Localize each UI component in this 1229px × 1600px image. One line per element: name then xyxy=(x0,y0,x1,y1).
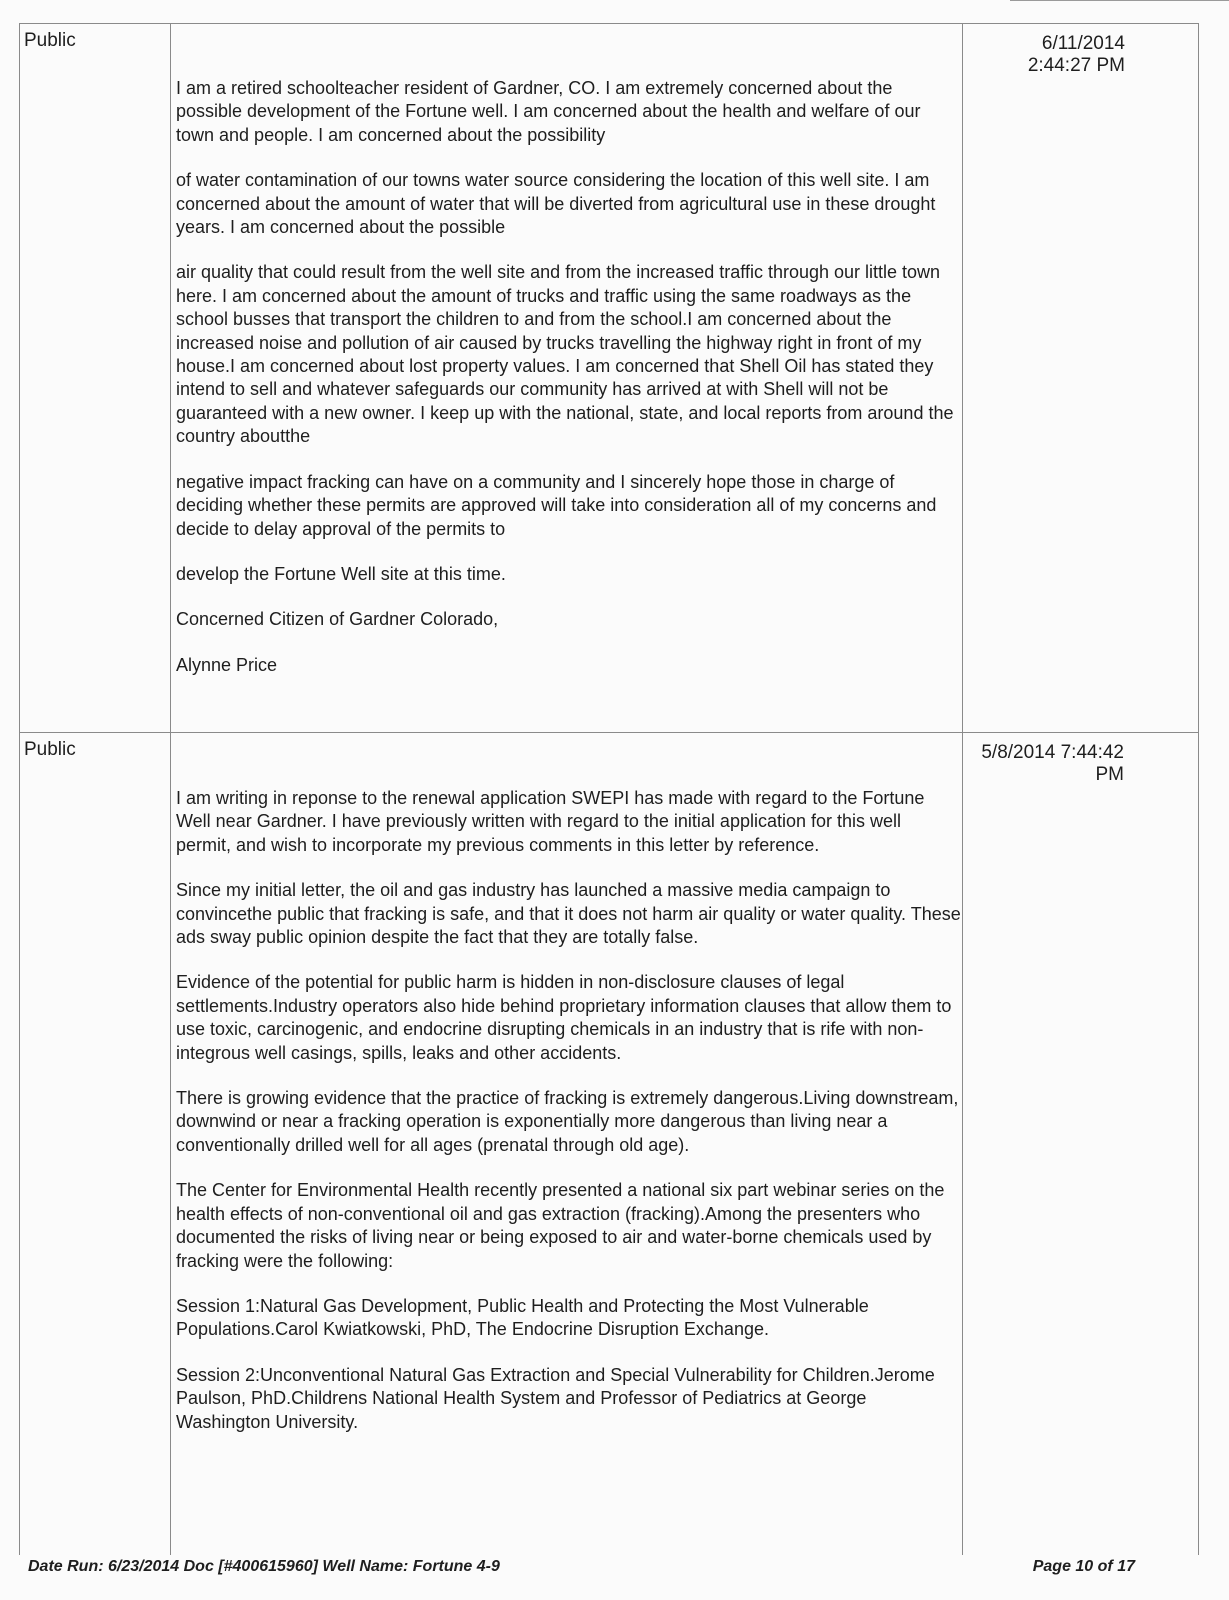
comment-paragraph: There is growing evidence that the practice of fracking is extremely dangerous.Living downstream, downwind or near a fracking operation is exponentially more dangerous than living near a conventionally drilled well for all ages (prenatal through old age). xyxy=(176,1088,959,1155)
comment-paragraph: Session 2:Unconventional Natural Gas Extraction and Special Vulnerability for Children.Jerome Paulson, PhD.Childrens National Health System and Professor of Pediatrics at George Washington University. xyxy=(176,1364,935,1432)
row-divider xyxy=(19,732,1199,733)
comment-paragraph: Evidence of the potential for public harm is hidden in non-disclosure clauses of legal settlements.Industry operators also hide behind proprietary information clauses that allow them to use toxic, carcinogenic, and endocrine disrupting chemicals in an industry that is rife with non-integrous well casings, spills, leaks and other accidents. xyxy=(176,972,952,1063)
comment-date: 6/11/2014 2:44:27 PM xyxy=(1027,33,1125,76)
comment-paragraph: Since my initial letter, the oil and gas industry has launched a massive media campaign to convincethe public that fracking is safe, and that it does not harm air quality or water quality. These ads sway public opinion despite the fact that they are totally false. xyxy=(176,880,961,948)
comment-date: 5/8/2014 7:44:42 PM xyxy=(981,742,1124,785)
comment-paragraph: of water contamination of our towns water source considering the location of this well site. I am concerned about the amount of water that will be diverted from agricultural use in these drought years. I am concerned about the possible xyxy=(176,170,936,238)
footer-run-info: Date Run: 6/23/2014 Doc [#400615960] Well Name: Fortune 4-9 xyxy=(28,1558,500,1575)
comment-paragraph: I am writing in reponse to the renewal application SWEPI has made with regard to the Fortune Well near Gardner. I have previously written with regard to the initial application for this well permit, and wish to incorporate my previous comments in this letter by reference. xyxy=(176,788,925,855)
comment-type: Public xyxy=(24,30,76,51)
comment-paragraph: Concerned Citizen of Gardner Colorado, xyxy=(176,609,499,630)
comment-paragraph: The Center for Environmental Health recently presented a national six part webinar series on the health effects of non-conventional oil and gas extraction (fracking).Among the presenters who documented the risks of living near or being exposed to air and water-borne chemicals used by fracking were the following: xyxy=(176,1180,945,1271)
comment-paragraph: I am a retired schoolteacher resident of Gardner, CO. I am extremely concerned about the possible development of the Fortune well. I am concerned about the health and welfare of our town and people. I am concerned about the possibility xyxy=(176,78,921,145)
comment-body xyxy=(176,77,961,699)
comment-signature: Alynne Price xyxy=(176,654,278,675)
comment-paragraph: negative impact fracking can have on a community and I sincerely hope those in charge of deciding whether these permits are approved will take into consideration all of my concerns and decide to delay approval of the permits to xyxy=(176,471,937,539)
comment-paragraph: Session 1:Natural Gas Development, Public Health and Protecting the Most Vulnerable Populations.Carol Kwiatkowski, PhD, The Endocrine Disruption Exchange. xyxy=(176,1295,869,1340)
footer-page-number: Page 10 of 17 xyxy=(1032,1558,1135,1575)
column-divider xyxy=(170,23,171,1555)
comment-paragraph: develop the Fortune Well site at this time. xyxy=(176,563,506,584)
column-divider xyxy=(962,23,963,1555)
scan-edge-line xyxy=(1010,0,1229,1)
comment-paragraph: air quality that could result from the well site and from the increased traffic through our little town here. I am concerned about the amount of trucks and traffic using the same roadways as the school busses that transport the children to and from the school.I am concerned about the increased noise and pollution of air caused by trucks travelling the highway right in front of my house.I am concerned about lost property values. I am concerned that Shell Oil has stated they intend to sell and whatever safeguards our community has arrived at with Shell will not be guaranteed with a new owner. I keep up with the national, state, and local reports from around the country aboutthe xyxy=(176,262,954,447)
comment-body xyxy=(176,787,961,1456)
comment-type: Public xyxy=(24,739,76,760)
